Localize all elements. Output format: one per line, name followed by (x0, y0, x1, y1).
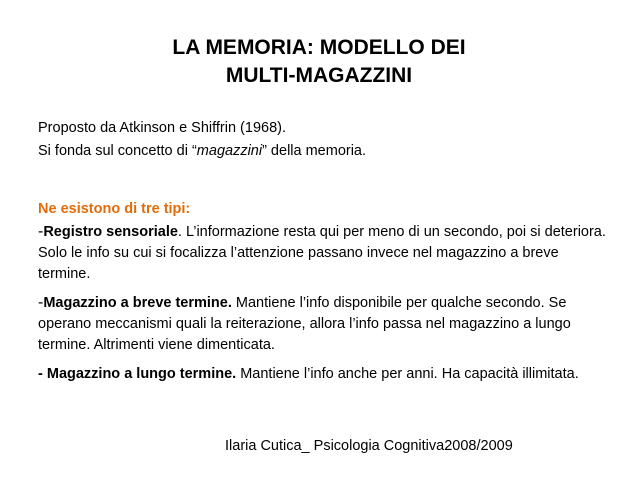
title-line-2: MULTI-MAGAZZINI (225, 64, 413, 87)
item-text: Mantiene l’info disponibile per qualche secondo. Se operano meccanismi quali la reiterazione, allora l’info passa nel magazzino a lungo termine. Altrimenti viene dimenticata. (38, 295, 571, 353)
title-line-1: LA MEMORIA: MODELLO DEI (172, 36, 466, 59)
list-item-sensory-register (38, 221, 606, 285)
intro-text (38, 117, 618, 163)
item-term: Registro sensoriale (43, 224, 178, 240)
item-dash: - (38, 294, 44, 311)
list-item-long-term-store (38, 364, 606, 385)
intro-line-2-after: ” della memoria. (262, 143, 367, 159)
item-text: Mantiene l’info anche per anni. Ha capacità illimitata. (236, 366, 579, 382)
slide-title (0, 34, 638, 90)
intro-line-2-before: Si fonda sul concetto di “ (38, 143, 197, 159)
item-term: Magazzino a breve termine. (43, 295, 232, 311)
item-dash: - (38, 223, 44, 240)
intro-line-2 (38, 140, 618, 163)
item-text: . L’informazione resta qui per meno di un secondo, poi si deteriora. Solo le info su cui si focalizza l’attenzione passano invece nel magazzino a breve termine. (38, 224, 606, 282)
intro-line-2-italic: magazzini (196, 143, 263, 159)
list-item-short-term-store (38, 292, 606, 356)
intro-line-1: Proposto da Atkinson e Shiffrin (1968). (38, 120, 286, 136)
subheading: Ne esistono di tre tipi: (38, 201, 191, 217)
item-term: Magazzino a lungo termine. (46, 366, 237, 382)
footer-author: Ilaria Cutica_ Psicologia Cognitiva2008/2009 (225, 438, 513, 454)
item-dash: - (38, 366, 47, 382)
